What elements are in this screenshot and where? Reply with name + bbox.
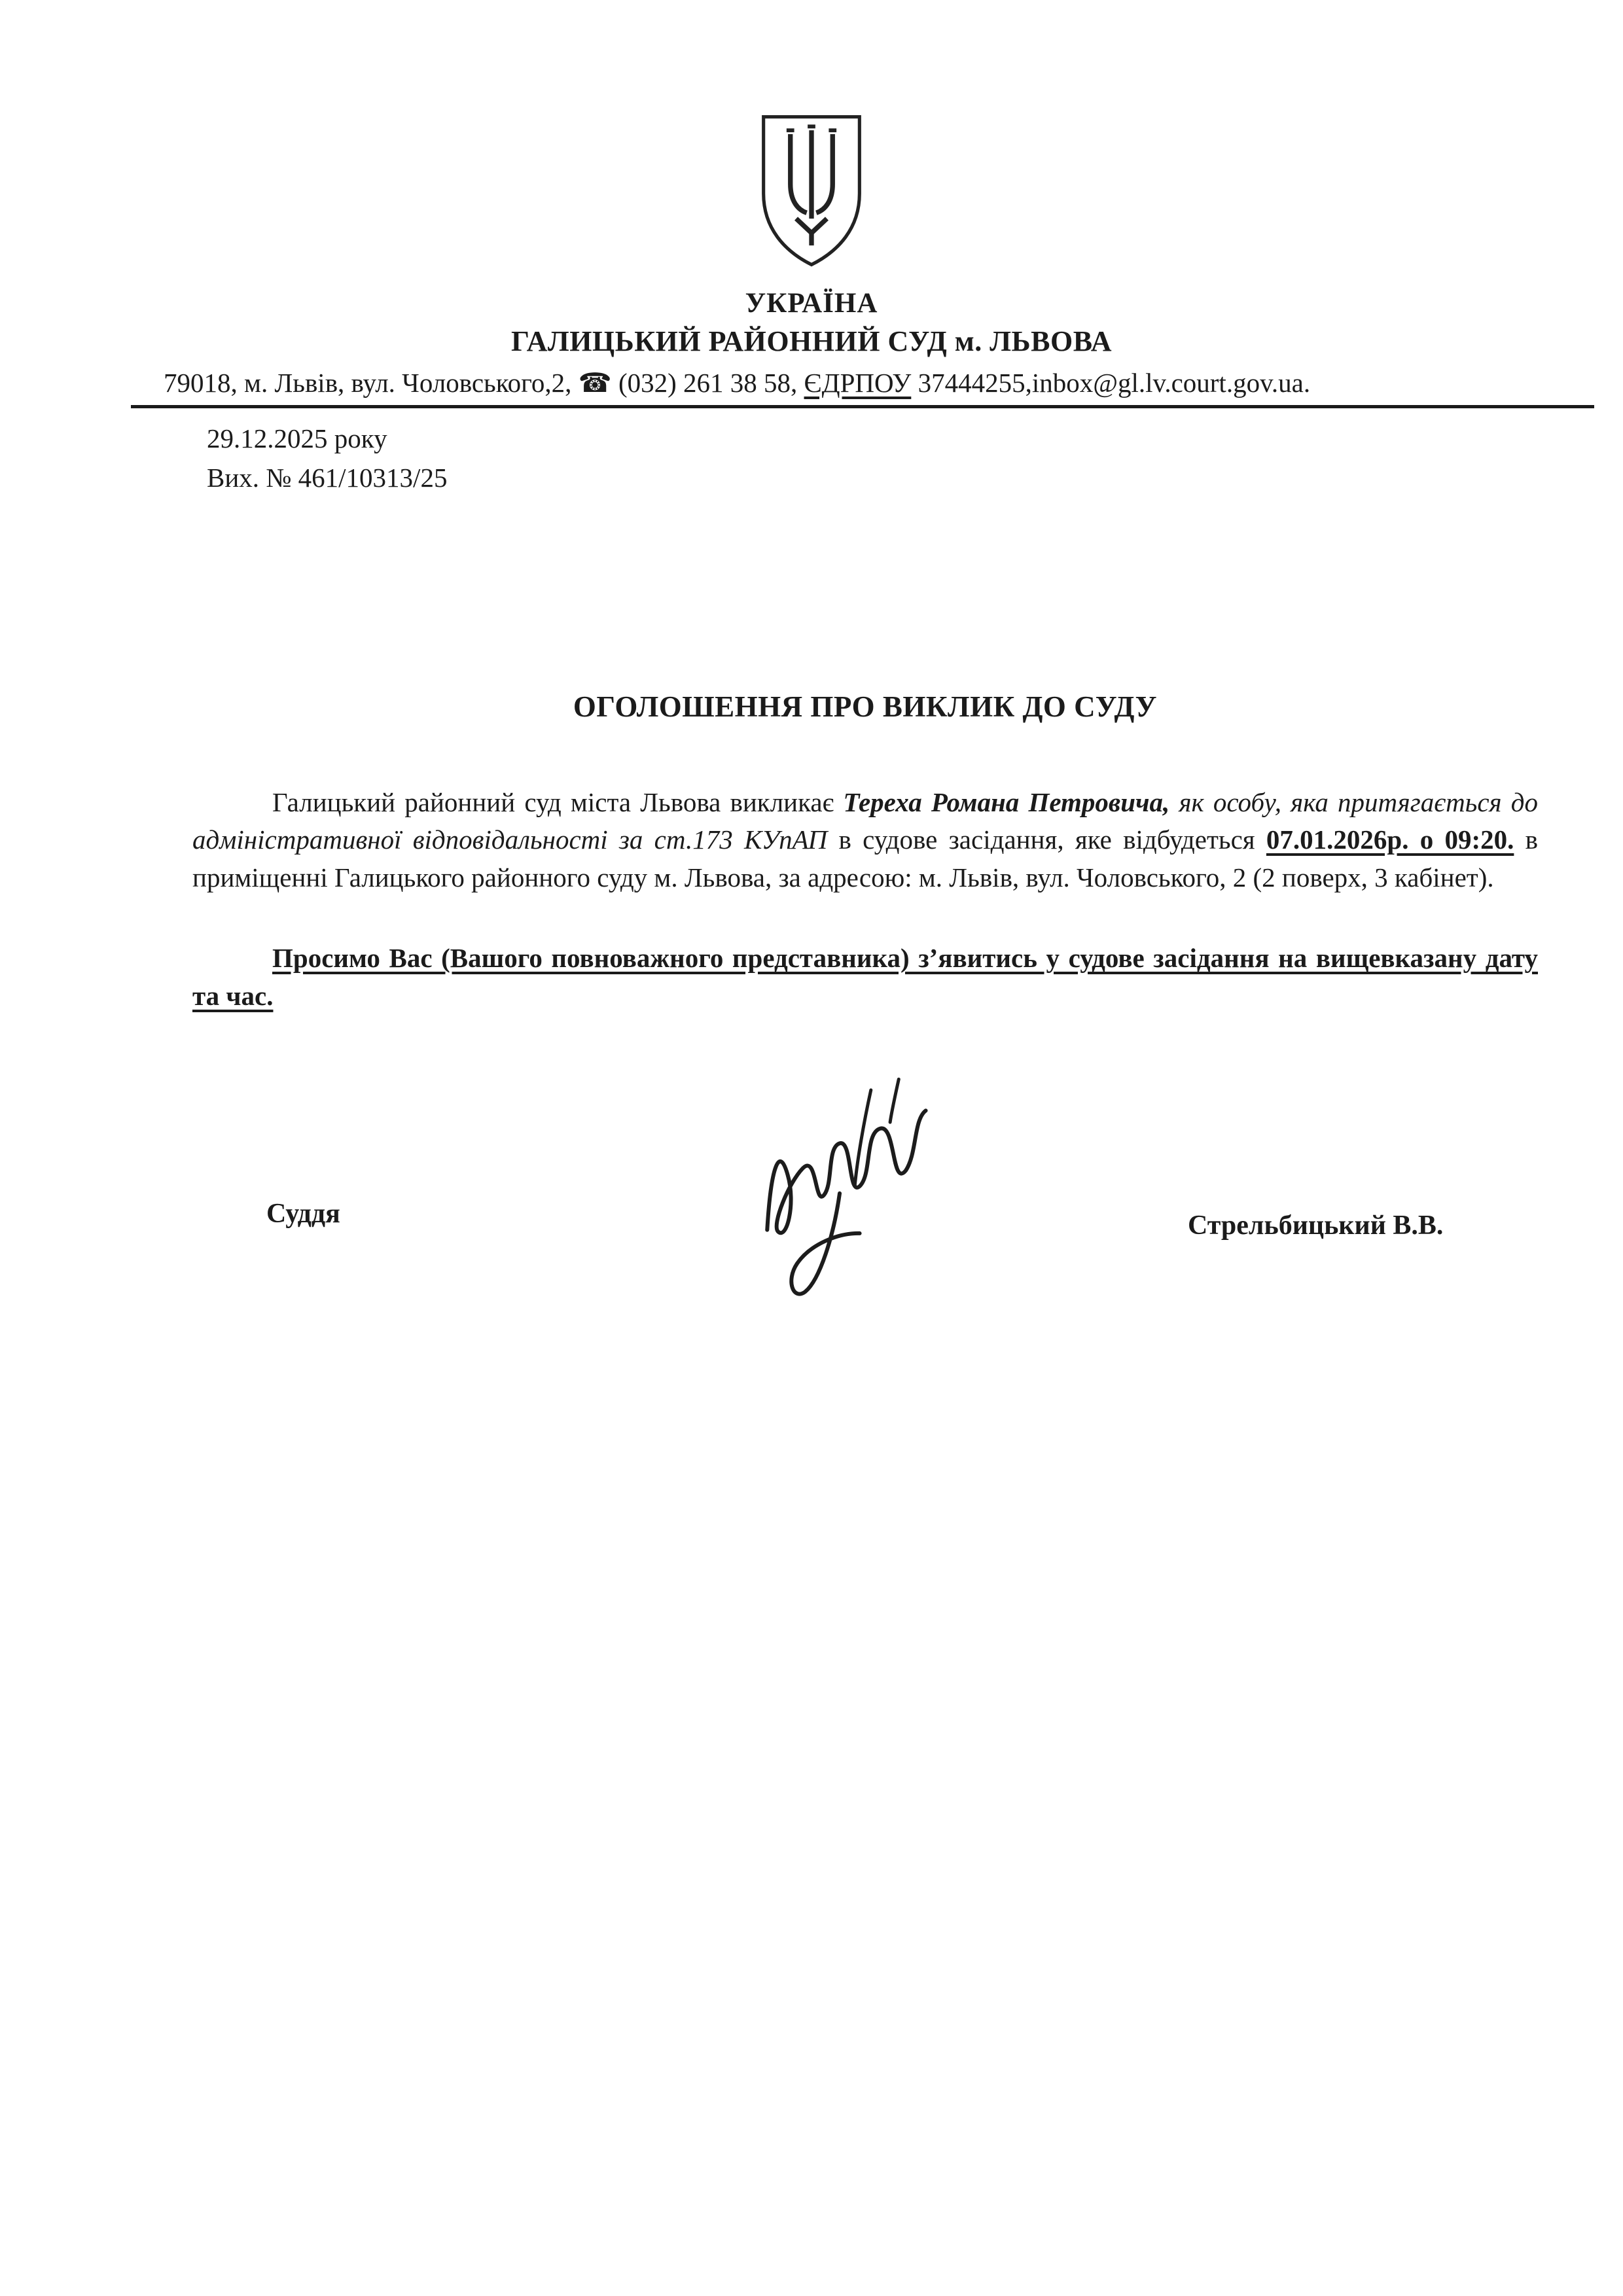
appearance-request-paragraph: Просимо Вас (Вашого повноважного представника) з’явитись у судове засідання на вищевказану дату та час. xyxy=(192,943,1538,1011)
document-title: ОГОЛОШЕННЯ ПРО ВИКЛИК ДО СУДУ xyxy=(573,690,1158,723)
judge-name: Стрельбицький В.В. xyxy=(1188,1210,1444,1241)
court-address-line: 79018, м. Львів, вул. Чоловського,2, ☎ (032) 261 38 58, ЄДРПОУ 37444255,inbox@gl.lv.court.gov.ua. xyxy=(164,368,1311,398)
ukraine-trident-emblem xyxy=(754,110,869,277)
judge-signature xyxy=(702,1054,987,1319)
country-name: УКРАЇНА xyxy=(745,288,878,319)
summons-paragraph: Галицький районний суд міста Львова викликає Тереха Романа Петровича, як особу, яка притягається до адміністративної відповідальності за ст.173 КУпАП в судове засідання, яке відбудеться 07.01.2026р. о 09:20. в приміщенні Галицького районного суду м. Львова, за адресою: м. Львів, вул. Чоловського, 2 (2 поверх, 3 кабінет). xyxy=(192,787,1539,892)
letterhead xyxy=(0,110,1623,493)
court-name: ГАЛИЦЬКИЙ РАЙОННИЙ СУД м. ЛЬВОВА xyxy=(510,325,1113,357)
outgoing-reference-number: Вих. № 461/10313/25 xyxy=(207,463,448,493)
document-date: 29.12.2025 року xyxy=(207,423,387,453)
letterhead-divider xyxy=(131,405,1594,408)
signature-block xyxy=(0,1120,1623,1421)
phone-icon: ☎ xyxy=(578,368,612,398)
judge-label: Суддя xyxy=(266,1198,340,1229)
